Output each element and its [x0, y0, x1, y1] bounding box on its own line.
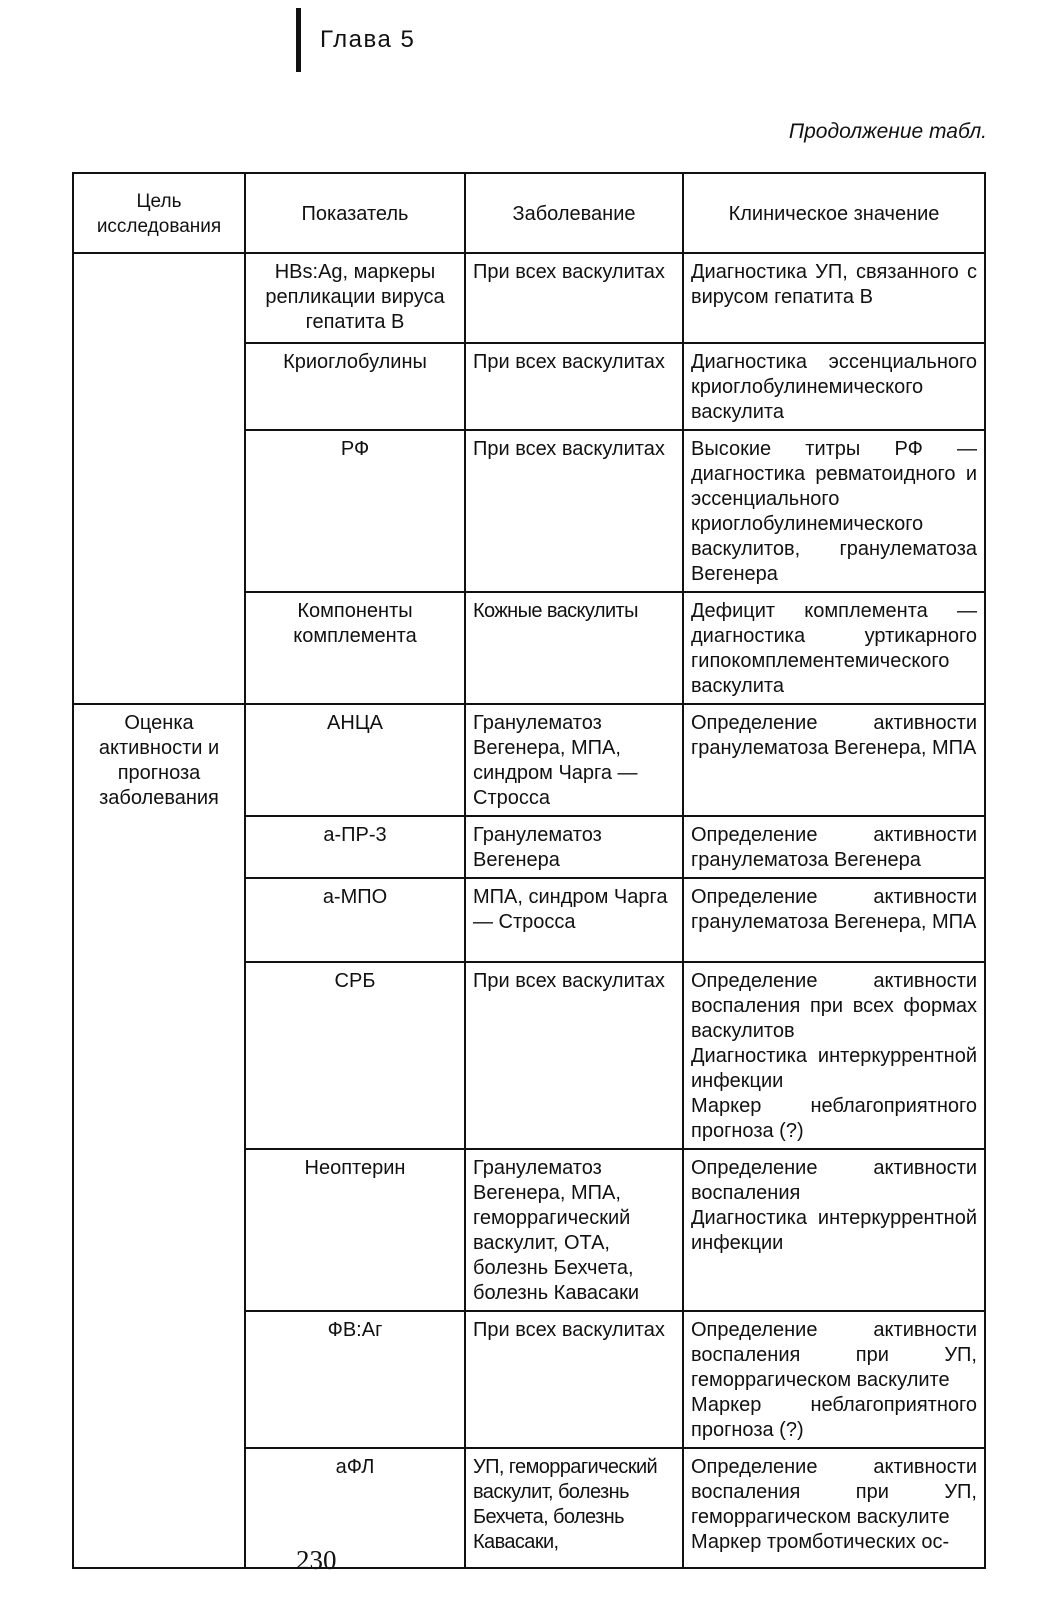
meaning-line: Диагностика интеркуррентной инфекции [691, 1045, 977, 1092]
indicator-cell: ФВ:Аг [245, 1311, 465, 1448]
meaning-line: Определение активности воспаления при УП, геморрагическом васкулите [691, 1456, 977, 1528]
meaning-line: Определение активности воспаления при всех формах васкулитов [691, 970, 977, 1042]
indicator-cell: Неоптерин [245, 1149, 465, 1311]
meaning-line: Определение активности воспаления [691, 1157, 977, 1204]
disease-cell: При всех васкулитах [465, 430, 683, 592]
indicator-cell: а-ПР-3 [245, 816, 465, 878]
indicator-cell: а-МПО [245, 878, 465, 962]
header-rule [296, 8, 301, 72]
column-header-disease: Заболевание [465, 173, 683, 253]
indicator-cell: HBs:Ag, маркеры репликации вируса гепатита В [245, 253, 465, 343]
indicator-cell: РФ [245, 430, 465, 592]
table-row [73, 704, 985, 816]
chapter-title: Глава 5 [320, 26, 416, 53]
disease-cell: При всех васкулитах [465, 962, 683, 1149]
meaning-cell: Определение активности гранулематоза Вегенера [683, 816, 985, 878]
meaning-cell: Определение активности гранулематоза Вегенера, МПА [683, 878, 985, 962]
page-number: 230 [296, 1545, 337, 1575]
indicator-cell: Криоглобулины [245, 343, 465, 430]
meaning-cell: Диагностика УП, связанного с вирусом гепатита В [683, 253, 985, 343]
meaning-line: Маркер неблагоприятного прогноза (?) [691, 1394, 977, 1441]
disease-cell: Кожные васкулиты [465, 592, 683, 704]
indicator-cell: СРБ [245, 962, 465, 1149]
meaning-line: Определение активности воспаления при УП, геморрагическом васкулите [691, 1319, 977, 1391]
disease-cell: МПА, синдром Чарга — Стросса [465, 878, 683, 962]
table-header-row [73, 173, 985, 253]
column-header-goal: Цель исследования [73, 173, 245, 253]
meaning-cell: Высокие титры РФ — диагностика ревматоидного и эссенциального криоглобулинемического васкулитов, гранулематоза Вегенера [683, 430, 985, 592]
meaning-cell [683, 962, 985, 1149]
meaning-line: Маркер неблагоприятного прогноза (?) [691, 1095, 977, 1142]
vasculitis-lab-table [72, 172, 986, 1569]
column-header-meaning: Клиническое значение [683, 173, 985, 253]
disease-cell: При всех васкулитах [465, 343, 683, 430]
goal-cell: Оценка активности и прогноза заболевания [73, 704, 245, 1568]
goal-cell [73, 253, 245, 704]
column-header-indicator: Показатель [245, 173, 465, 253]
disease-cell: При всех васкулитах [465, 1311, 683, 1448]
indicator-cell: АНЦА [245, 704, 465, 816]
disease-cell: Гранулематоз Вегенера, МПА, синдром Чарга — Стросса [465, 704, 683, 816]
table-row [73, 253, 985, 343]
indicator-cell: Компоненты комплемента [245, 592, 465, 704]
meaning-cell [683, 1149, 985, 1311]
meaning-cell: Определение активности гранулематоза Вегенера, МПА [683, 704, 985, 816]
disease-cell: Гранулематоз Вегенера, МПА, геморрагический васкулит, ОТА, болезнь Бехчета, болезнь Кавасаки [465, 1149, 683, 1311]
disease-cell: Гранулематоз Вегенера [465, 816, 683, 878]
disease-cell: При всех васкулитах [465, 253, 683, 343]
meaning-line: Маркер тромботических ос- [691, 1531, 950, 1553]
meaning-cell: Дефицит комплемента — диагностика уртикарного гипокомплементемического васкулита [683, 592, 985, 704]
table-continuation-label: Продолжение табл. [788, 120, 987, 143]
indicator-cell: аФЛ [245, 1448, 465, 1568]
meaning-cell [683, 1448, 985, 1568]
meaning-line: Диагностика интеркуррентной инфекции [691, 1207, 977, 1254]
disease-cell: УП, геморрагический васкулит, болезнь Бехчета, болезнь Кавасаки, [465, 1448, 683, 1568]
meaning-cell: Диагностика эссенциального криоглобулинемического васкулита [683, 343, 985, 430]
meaning-cell [683, 1311, 985, 1448]
